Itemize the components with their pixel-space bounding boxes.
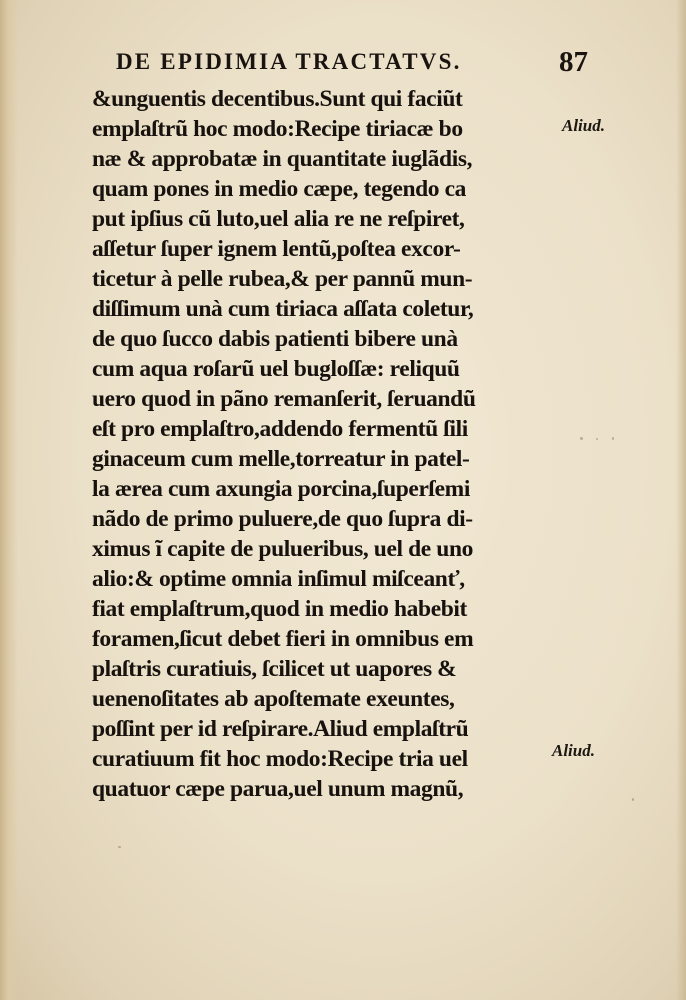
text-line-4: quam pones in medio cæpe, tegendo ca	[92, 176, 467, 202]
text-line-1: &unguentis decentibus.Sunt qui faciũt	[92, 86, 463, 112]
paper-speck	[580, 437, 583, 440]
paper-speck	[596, 438, 598, 440]
text-line-6: aſſetur ſuper ignem lentũ,poſtea excor-	[92, 236, 461, 262]
text-block	[92, 84, 562, 844]
text-line-15: nãdo de primo puluere,de quo ſupra di-	[92, 506, 473, 532]
text-line-20: plaſtris curatiuis, ſcilicet ut uapores &	[92, 656, 457, 682]
running-head	[116, 46, 596, 83]
text-line-12: eſt pro emplaſtro,addendo fermentũ ſili	[92, 416, 468, 442]
text-line-8: diſſimum unà cum tiriaca aſſata coletur,	[92, 296, 474, 322]
text-line-5: put ipſius cũ luto,uel alia re ne reſpiret,	[92, 206, 465, 232]
marginal-note-2: Aliud.	[552, 741, 595, 760]
paper-speck	[632, 798, 634, 801]
text-line-18: fiat emplaſtrum,quod in medio habebit	[92, 596, 467, 622]
text-line-23: curatiuum fit hoc modo:Recipe tria uel	[92, 746, 468, 772]
paper-speck	[612, 437, 614, 440]
running-title: DE EPIDIMIA TRACTATVS.	[116, 49, 462, 74]
page-number: 87	[559, 46, 588, 78]
marginal-note-1: Aliud.	[562, 116, 605, 135]
text-line-14: la ærea cum axungia porcina,ſuperſemi	[92, 476, 470, 502]
text-line-9: de quo ſucco dabis patienti bibere unà	[92, 326, 458, 352]
text-line-13: ginaceum cum melle,torreatur in patel-	[92, 446, 470, 472]
text-line-19: foramen,ſicut debet fieri in omnibus em	[92, 626, 474, 652]
text-line-2: emplaſtrũ hoc modo:Recipe tiriacæ bo	[92, 116, 463, 142]
text-line-17: alio:& optime omnia inſimul miſceanť,	[92, 566, 465, 592]
paper-speck	[118, 846, 121, 848]
text-line-10: cum aqua roſarũ uel bugloſſæ: reliquũ	[92, 356, 460, 382]
page-edge-shadow	[676, 0, 686, 1000]
text-line-11: uero quod in pãno remanſerit, ſeruandũ	[92, 386, 476, 412]
text-line-24: quatuor cæpe parua,uel unum magnũ,	[92, 776, 464, 802]
text-line-22: poſſint per id reſpirare.Aliud emplaſtrũ	[92, 716, 469, 742]
text-line-3: næ & approbatæ in quantitate iuglãdis,	[92, 146, 473, 172]
text-line-7: ticetur à pelle rubea,& per pannũ mun-	[92, 266, 473, 292]
text-line-21: uenenoſitates ab apoſtemate exeuntes,	[92, 686, 455, 712]
text-line-16: ximus ĩ capite de pulueribus, uel de uno	[92, 536, 473, 562]
gutter-shadow	[0, 0, 18, 1000]
